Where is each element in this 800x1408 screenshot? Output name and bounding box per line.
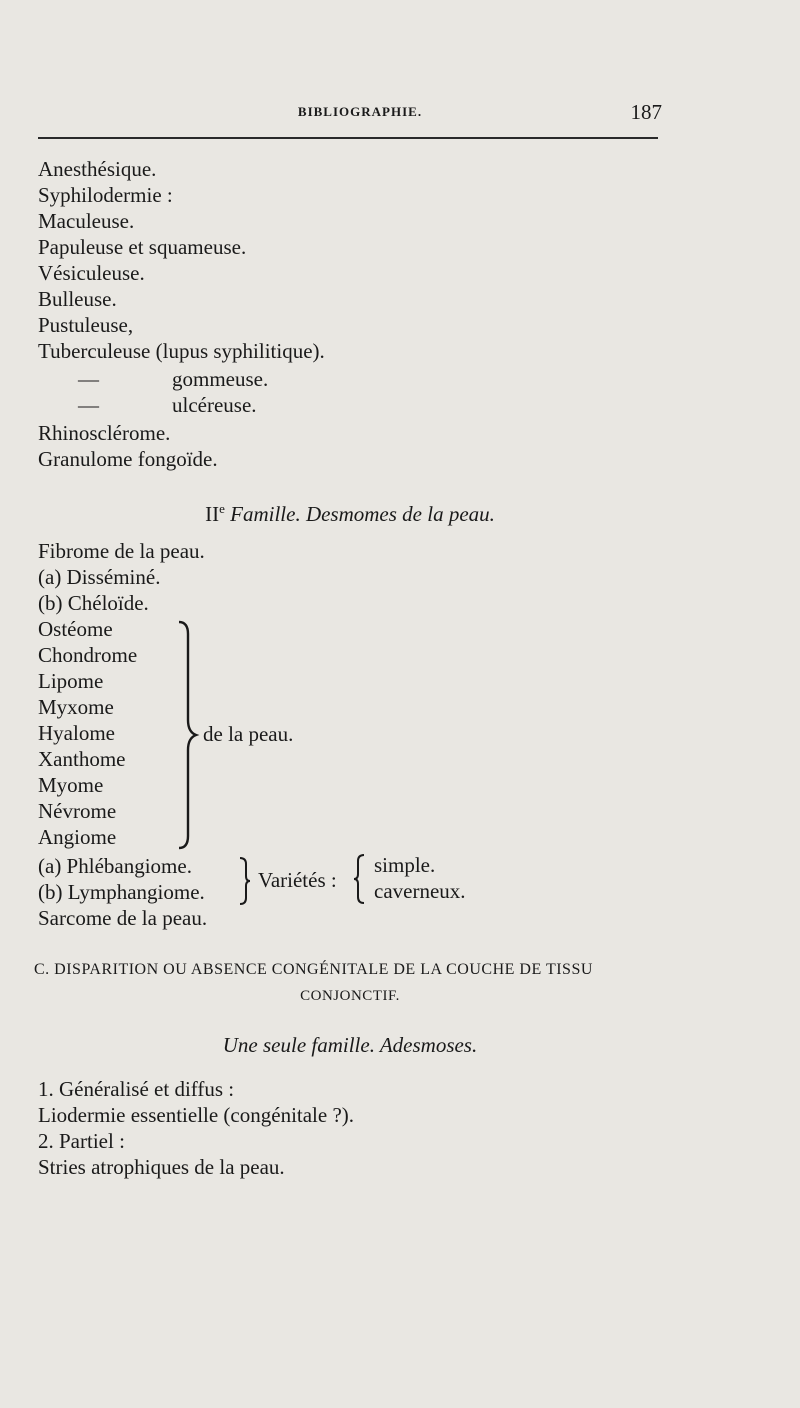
list-item: Myxome <box>38 695 114 719</box>
varietes-label: Variétés : <box>258 868 337 892</box>
list-item: Xanthome <box>38 747 126 771</box>
list-item: Sarcome de la peau. <box>38 906 208 930</box>
list-item: Maculeuse. <box>38 209 135 233</box>
page-number: 187 <box>630 100 662 124</box>
list-item: gommeuse. <box>172 367 269 391</box>
variete-item: caverneux. <box>374 879 466 903</box>
list-item: Névrome <box>38 799 117 823</box>
section-c-family: Une seule famille. Adesmoses. <box>222 1033 478 1057</box>
list-item: Lipome <box>38 669 104 693</box>
list-item: Fibrome de la peau. <box>38 539 205 563</box>
list-item: Papuleuse et squameuse. <box>38 235 247 259</box>
list-item: (b) Chéloïde. <box>38 591 149 615</box>
section-heading <box>0 496 700 527</box>
dash-mark: — <box>78 393 99 417</box>
running-title: BIBLIOGRAPHIE. <box>297 104 423 119</box>
section-c-heading: C. DISPARITION OU ABSENCE CONGÉNITALE DE LA COUCHE DE TISSU <box>34 961 593 978</box>
list-item: Myome <box>38 773 104 797</box>
brace-label: de la peau. <box>203 722 294 746</box>
list-item: (a) Disséminé. <box>38 565 161 589</box>
variete-item: simple. <box>374 853 436 877</box>
list-item: Hyalome <box>38 721 115 745</box>
list-item: Bulleuse. <box>38 287 117 311</box>
section-number: II <box>205 502 220 526</box>
list-item: Pustuleuse, <box>38 313 134 337</box>
list-item: Vésiculeuse. <box>38 261 145 285</box>
list-item: Stries atrophiques de la peau. <box>38 1155 285 1179</box>
list-item: Tuberculeuse (lupus syphilitique). <box>38 339 325 363</box>
section-c-heading-cont: CONJONCTIF. <box>300 988 400 1004</box>
list-item: Granulome fongoïde. <box>38 447 218 471</box>
dash-mark: — <box>78 367 99 391</box>
section-number-sup: e <box>219 501 225 516</box>
list-item: (a) Phlébangiome. <box>38 854 192 878</box>
running-head <box>0 100 800 128</box>
right-brace-icon <box>176 620 200 850</box>
list-item: (b) Lymphangiome. <box>38 880 205 904</box>
right-brace-icon <box>238 856 252 906</box>
section-title: Famille. Desmomes de la peau. <box>230 502 495 526</box>
list-item: Chondrome <box>38 643 138 667</box>
list-item: ulcéreuse. <box>172 393 257 417</box>
list-item: Anesthésique. <box>38 157 157 181</box>
list-item: 1. Généralisé et diffus : <box>38 1077 235 1101</box>
header-rule <box>38 137 658 139</box>
list-item: 2. Partiel : <box>38 1129 125 1153</box>
list-item: Liodermie essentielle (congénitale ?). <box>38 1103 355 1127</box>
list-item: Rhinosclérome. <box>38 421 171 445</box>
list-item: Angiome <box>38 825 117 849</box>
list-item: Ostéome <box>38 617 113 641</box>
list-item: Syphilodermie : <box>38 183 173 207</box>
left-brace-icon <box>352 853 366 905</box>
